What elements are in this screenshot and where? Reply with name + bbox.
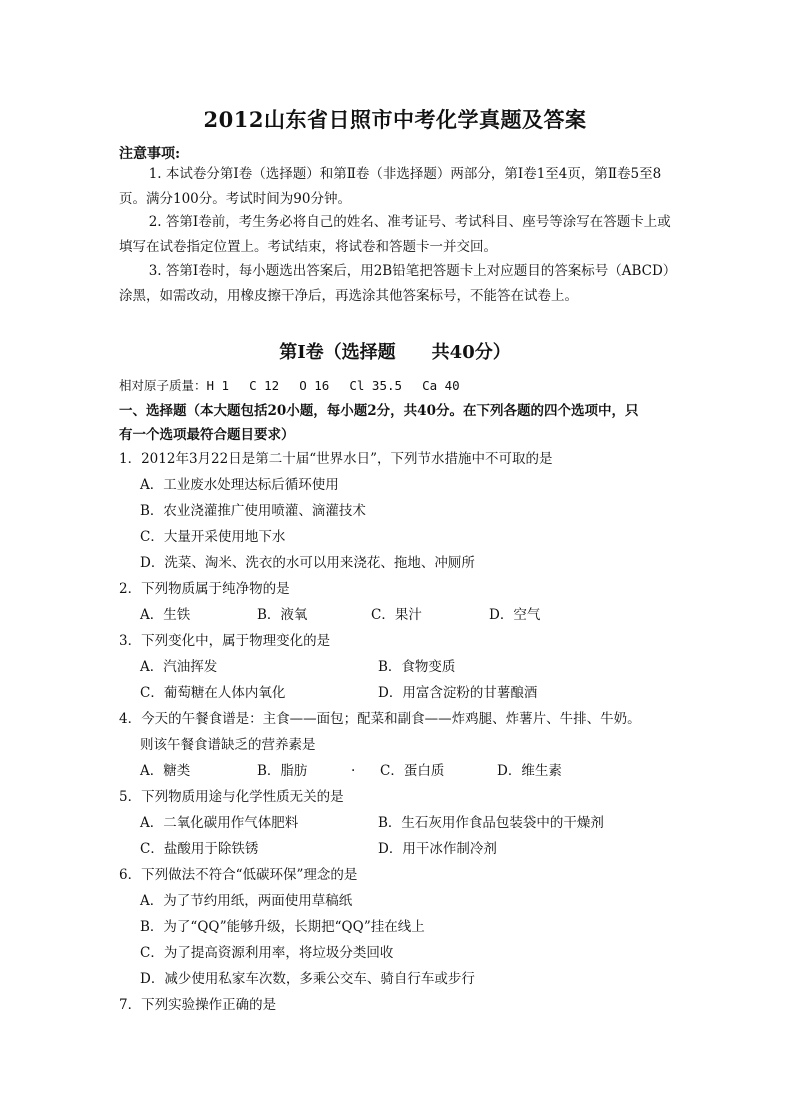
question-3-option-c: C．葡萄糖在人体内氧化 — [140, 685, 286, 701]
document-title: 2012山东省日照市中考化学真题及答案 — [203, 107, 587, 132]
question-6-option-c: C．为了提高资源利用率，将垃圾分类回收 — [140, 945, 394, 961]
question-1-option-a: A．工业废水处理达标后循环使用 — [140, 477, 339, 493]
question-2-option-a: A．生铁 — [140, 607, 191, 623]
notes-heading: 注意事项: — [119, 146, 181, 162]
question-3-option-a: A．汽油挥发 — [140, 659, 218, 675]
question-5-option-d: D．用干冰作制冷剂 — [378, 841, 497, 857]
question-2-option-c: C．果汁 — [371, 607, 422, 623]
part-heading-line-2: 有一个选项最符合题目要求） — [119, 427, 295, 443]
question-3-stem: 3．下列变化中，属于物理变化的是 — [119, 633, 331, 649]
question-5-option-b: B．生石灰用作食品包装袋中的干燥剂 — [378, 815, 604, 831]
question-6-stem: 6．下列做法不符合“低碳环保”理念的是 — [119, 867, 358, 883]
note-item-2: 2. 答第Ⅰ卷前，考生务必将自己的姓名、准考证号、考试科目、座号等涂写在答题卡上或填写在试卷指定位置上。考试结束，将试卷和答题卡一并交回。 — [119, 214, 671, 255]
question-4-option-c: C．蛋白质 — [380, 763, 445, 779]
question-5-option-a: A．二氧化碳用作气体肥料 — [140, 815, 299, 831]
note-item-3: 3. 答第Ⅰ卷时，每小题选出答案后，用2B铅笔把答题卡上对应题目的答案标号（ABCD）涂黑，如需改动，用橡皮擦干净后，再选涂其他答案标号，不能答在试卷上。 — [119, 263, 677, 304]
question-7-stem: 7．下列实验操作正确的是 — [119, 997, 277, 1013]
question-4-option-a: A．糖类 — [140, 763, 191, 779]
question-2-option-d: D．空气 — [489, 607, 541, 623]
question-4-option-d: D．维生素 — [497, 763, 562, 779]
question-4-stem-continued: 则该午餐食谱缺乏的营养素是 — [140, 737, 316, 753]
note-item-1: 1. 本试卷分第Ⅰ卷（选择题）和第Ⅱ卷（非选择题）两部分，第Ⅰ卷1至4页，第Ⅱ卷5至8页。满分100分。考试时间为90分钟。 — [119, 166, 662, 207]
question-1-stem: 1．2012年3月22日是第二十届“世界水日”，下列节水措施中不可取的是 — [119, 451, 553, 467]
question-1-option-c: C．大量开采使用地下水 — [140, 529, 286, 545]
question-4-stray-dot: . — [351, 759, 356, 775]
question-5-option-c: C．盐酸用于除铁锈 — [140, 841, 259, 857]
question-6-option-d: D．减少使用私家车次数，多乘公交车、骑自行车或步行 — [140, 971, 475, 987]
atomic-masses: 相对原子质量：H 1 C 12 O 16 Cl 35.5 Ca 40 — [119, 378, 460, 393]
question-3-option-b: B．食物变质 — [378, 659, 456, 675]
part-heading-line-1: 一、选择题（本大题包括20小题，每小题2分，共40分。在下列各题的四个选项中，只 — [119, 403, 639, 419]
question-4-option-b: B．脂肪 — [257, 763, 308, 779]
question-4-stem: 4．今天的午餐食谱是：主食——面包；配菜和副食——炸鸡腿、炸薯片、牛排、牛奶。 — [119, 711, 641, 727]
section-title: 第Ⅰ卷（选择题 共40分） — [279, 342, 511, 363]
question-1-option-b: B．农业浇灌推广使用喷灌、滴灌技术 — [140, 503, 366, 519]
question-5-stem: 5．下列物质用途与化学性质无关的是 — [119, 789, 344, 805]
question-6-option-b: B．为了“QQ”能够升级，长期把“QQ”挂在线上 — [140, 919, 425, 935]
question-2-stem: 2．下列物质属于纯净物的是 — [119, 581, 290, 597]
question-3-option-d: D．用富含淀粉的甘薯酿酒 — [378, 685, 538, 701]
question-2-option-b: B．液氧 — [257, 607, 308, 623]
question-6-option-a: A．为了节约用纸，两面使用草稿纸 — [140, 893, 353, 909]
question-1-option-d: D．洗菜、淘米、洗衣的水可以用来浇花、拖地、冲厕所 — [140, 555, 475, 571]
